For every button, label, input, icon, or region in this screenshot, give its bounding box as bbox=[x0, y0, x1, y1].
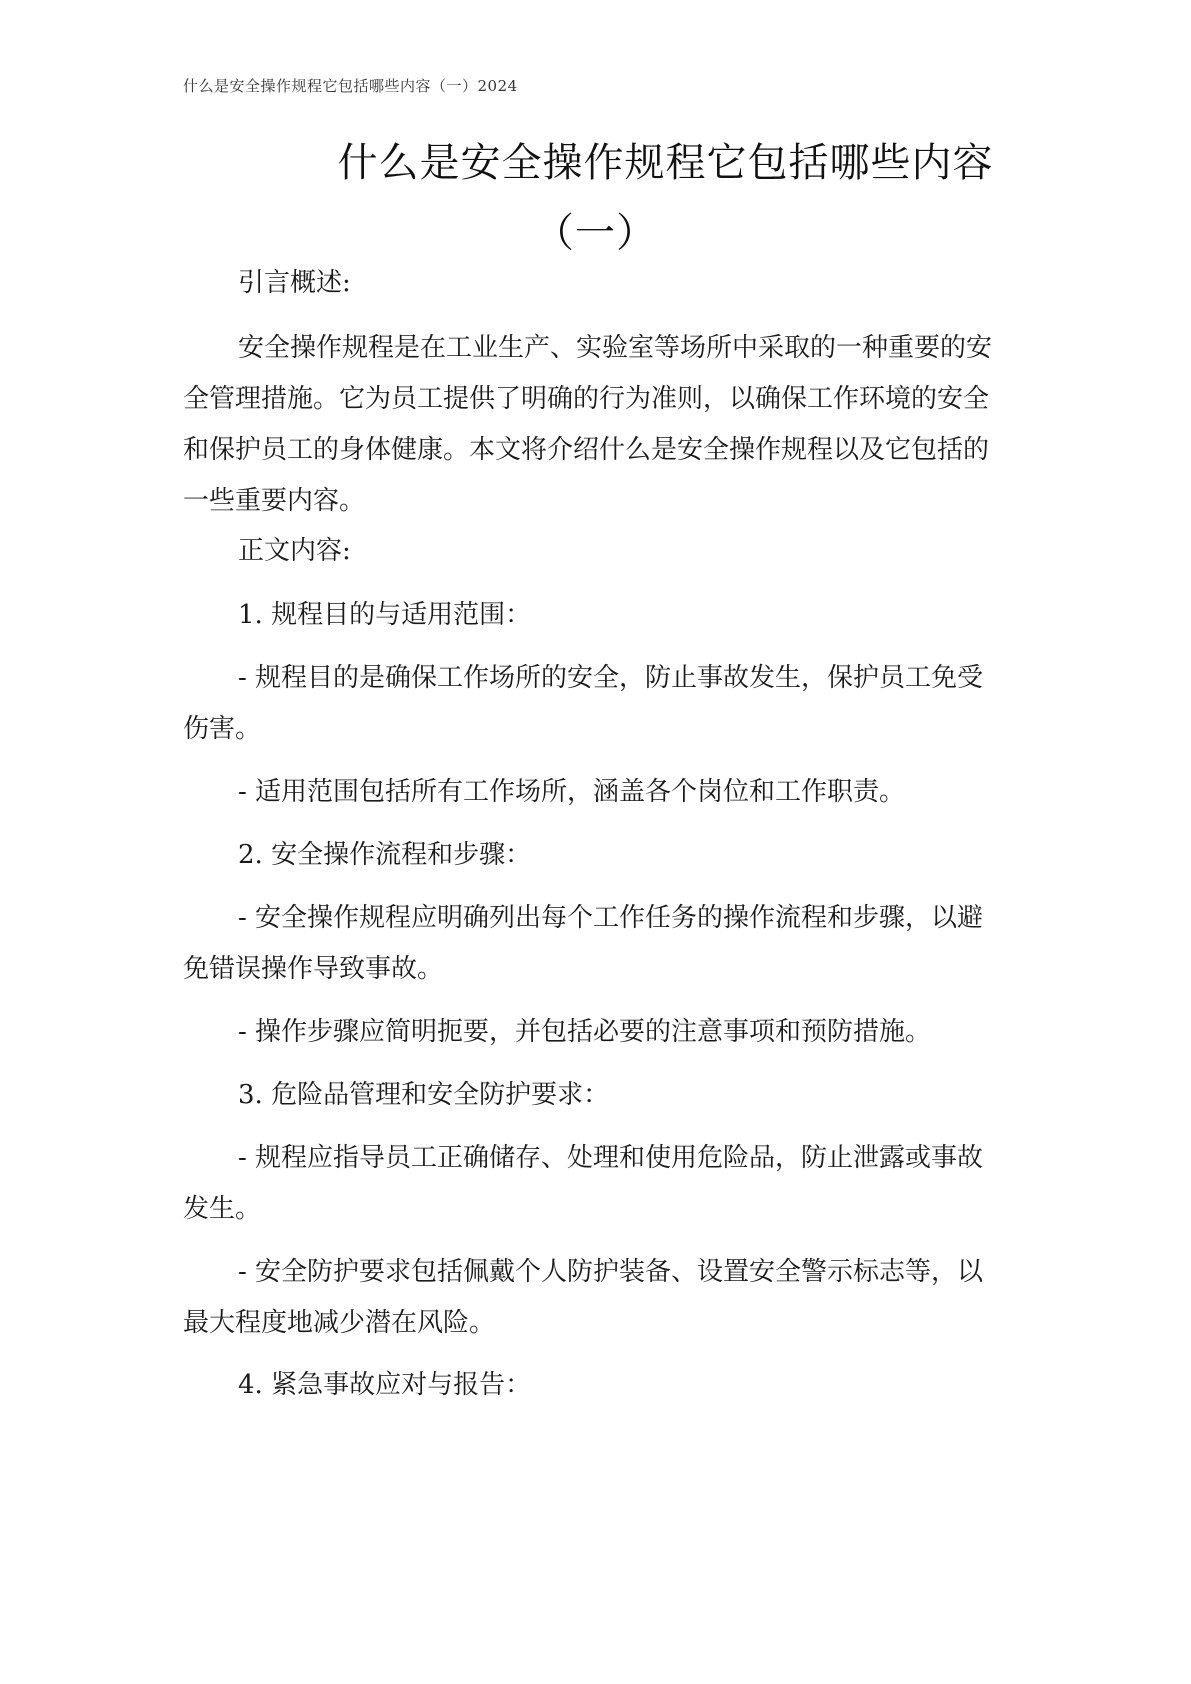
document-title: 什么是安全操作规程它包括哪些内容 bbox=[337, 140, 994, 186]
list-item-1a: - 规程目的是确保工作场所的安全，防止事故发生，保护员工免受伤害。 bbox=[183, 663, 984, 744]
list-item-3b: - 安全防护要求包括佩戴个人防护装备、设置安全警示标志等，以最大程度地减少潜在风险。 bbox=[183, 1257, 984, 1338]
list-item-2a: - 安全操作规程应明确列出每个工作任务的操作流程和步骤，以避免错误操作导致事故。 bbox=[183, 903, 984, 984]
document-title-part: （一） bbox=[534, 210, 657, 256]
list-item-2b: - 操作步骤应简明扼要，并包括必要的注意事项和预防措施。 bbox=[238, 1017, 932, 1047]
section-label-intro: 引言概述: bbox=[238, 268, 351, 298]
running-header: 什么是安全操作规程它包括哪些内容（一）2024 bbox=[183, 77, 518, 95]
section-label-main: 正文内容: bbox=[238, 536, 351, 566]
intro-paragraph: 安全操作规程是在工业生产、实验室等场所中采取的一种重要的安全管理措施。它为员工提供了明确的行为准则，以确保工作环境的安全和保护员工的身体健康。本文将介绍什么是安全操作规程以及它包括的一些重要内容。 bbox=[183, 333, 993, 516]
list-heading-4: 4. 紧急事故应对与报告： bbox=[238, 1370, 532, 1400]
list-heading-3: 3. 危险品管理和安全防护要求： bbox=[238, 1080, 610, 1110]
list-heading-2: 2. 安全操作流程和步骤： bbox=[238, 840, 532, 870]
list-heading-1: 1. 规程目的与适用范围： bbox=[238, 600, 532, 630]
list-item-1b: - 适用范围包括所有工作场所，涵盖各个岗位和工作职责。 bbox=[238, 777, 906, 807]
list-item-3a: - 规程应指导员工正确储存、处理和使用危险品，防止泄露或事故发生。 bbox=[183, 1143, 984, 1224]
